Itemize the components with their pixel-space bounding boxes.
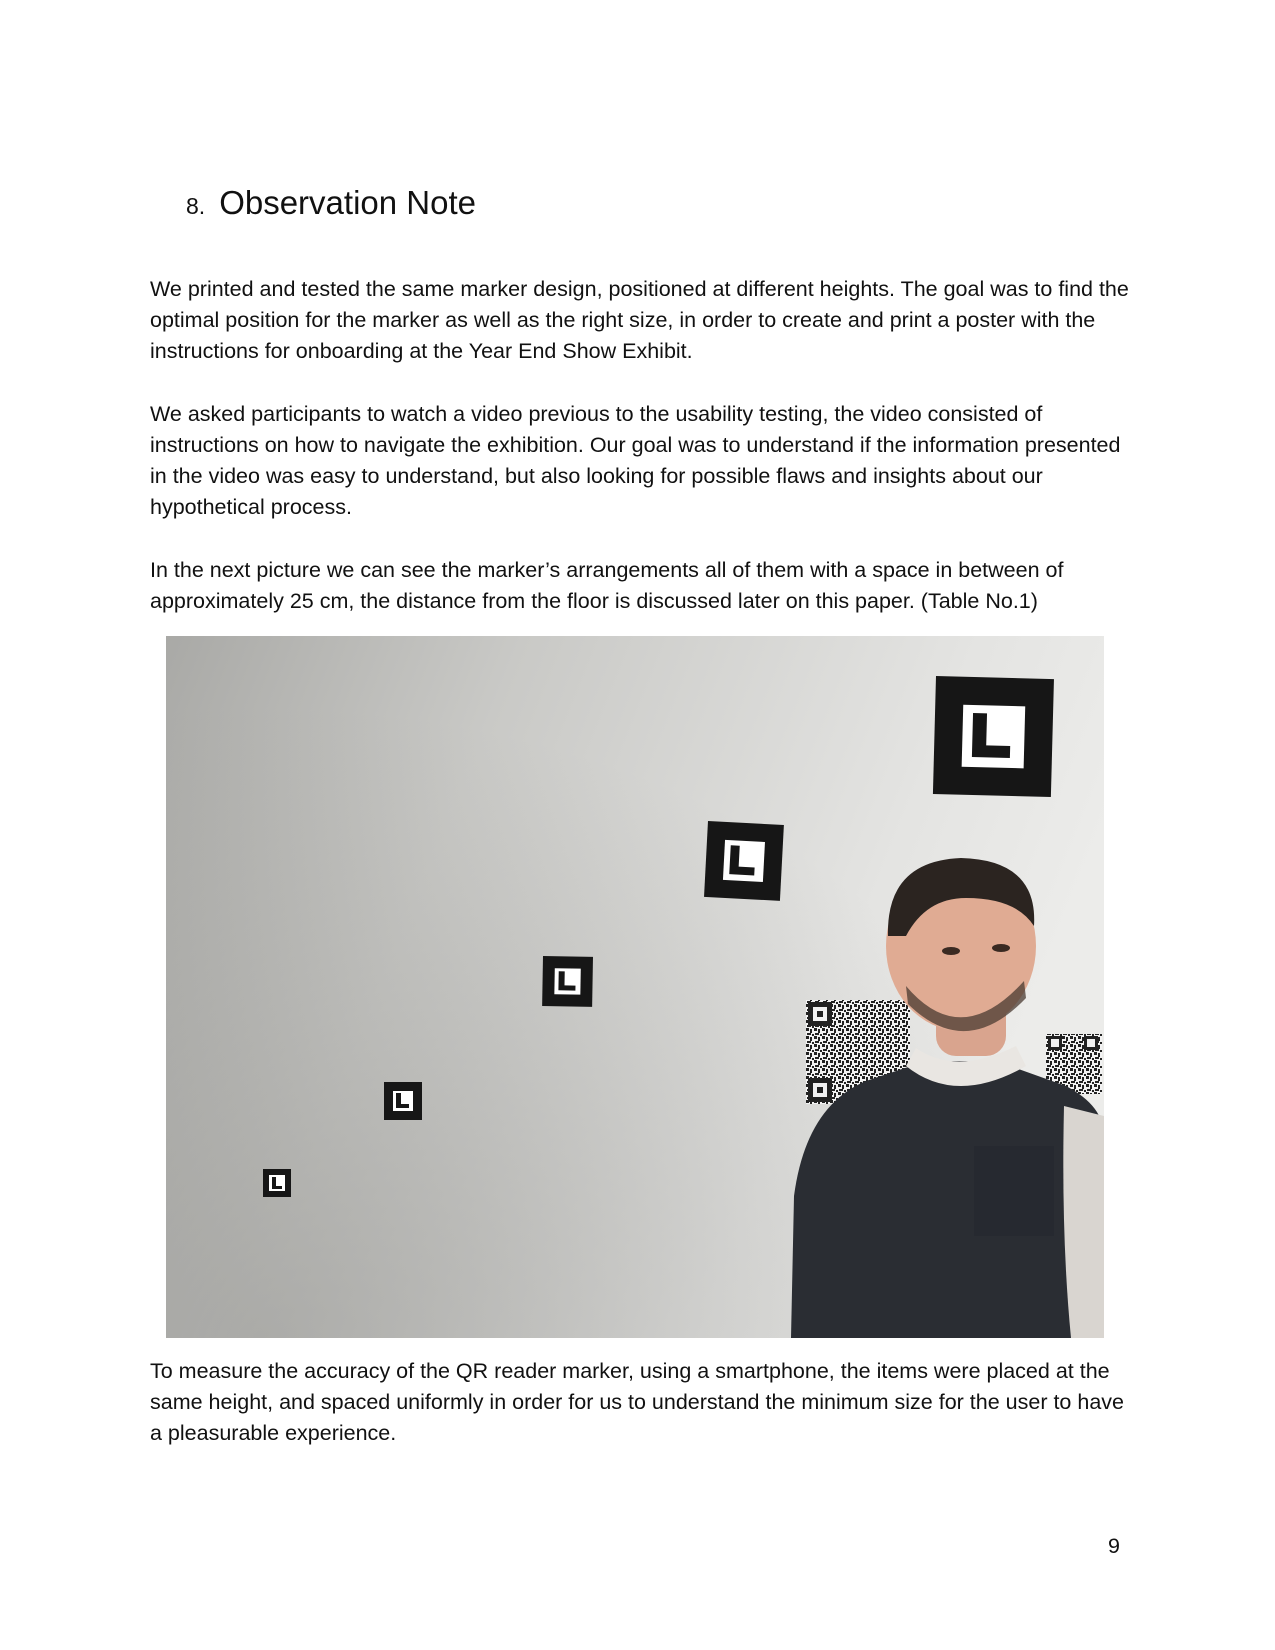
section-title: Observation Note [219,184,476,221]
marker-smallest [263,1169,291,1197]
section-heading [186,184,476,222]
marker-medium [704,821,784,901]
marker-arrangement-photo [166,636,1104,1338]
section-number: 8. [186,193,206,219]
marker-smaller [384,1082,422,1120]
paragraph-marker-testing: We printed and tested the same marker design, positioned at different heights. The goal was to find the optimal position for the marker as well as the right size, in order to create and print a poster with the instructions for onboarding at the Year End Show Exhibit. [150,277,1129,363]
marker-small [542,956,593,1007]
paragraph-qr-accuracy: To measure the accuracy of the QR reader marker, using a smartphone, the items were placed at the same height, and spaced uniformly in order for us to understand the minimum size for the user to have a pleasurable experience. [150,1359,1124,1445]
paragraph-video-instructions: We asked participants to watch a video previous to the usability testing, the video consisted of instructions on how to navigate the exhibition. Our goal was to understand if the information presented in the video was easy to understand, but also looking for possible flaws and insights about our hypothetical process. [150,402,1121,519]
marker-large [933,676,1054,797]
page-number: 9 [1108,1534,1120,1558]
paragraph-marker-arrangement: In the next picture we can see the marker’s arrangements all of them with a space in between of approximately 25 cm, the distance from the floor is discussed later on this paper. (Table No.1) [150,558,1064,613]
